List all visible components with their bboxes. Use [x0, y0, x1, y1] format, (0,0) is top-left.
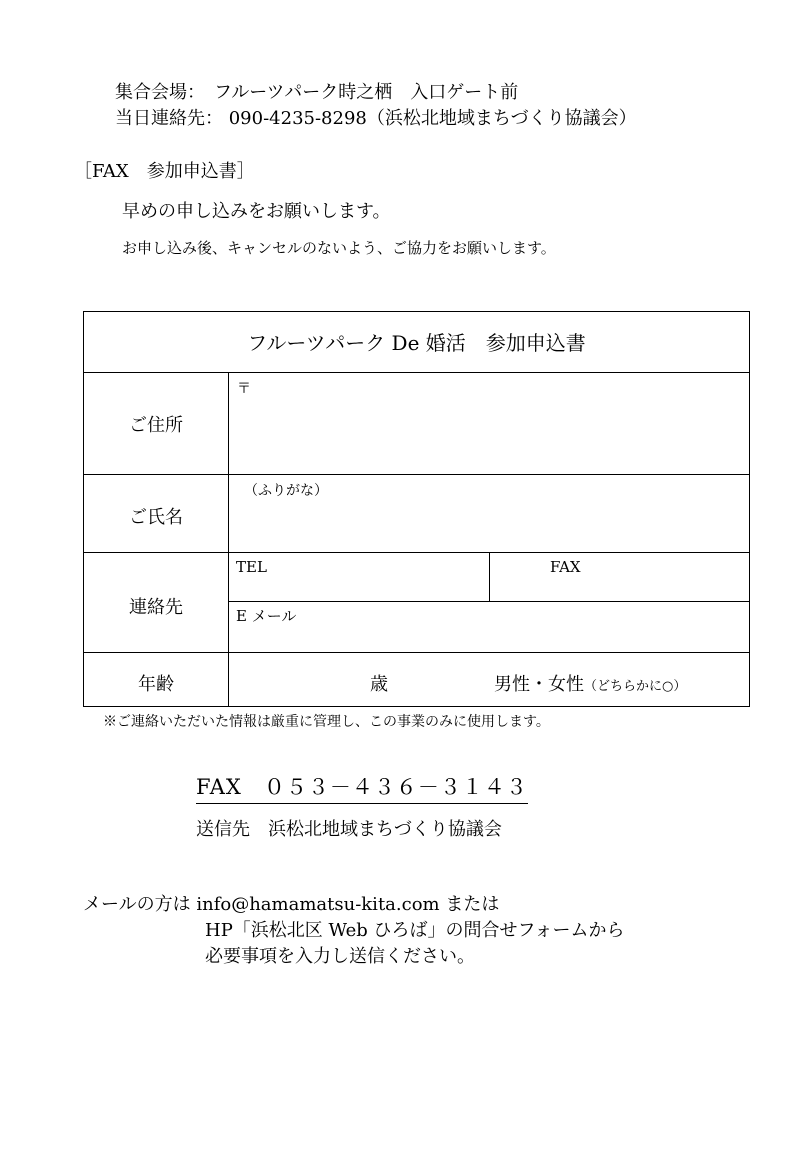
row-divider — [84, 552, 749, 553]
fax-label: FAX — [550, 558, 581, 576]
tel-label: TEL — [236, 558, 267, 576]
email-label: E メール — [236, 607, 297, 625]
row-divider — [84, 372, 749, 373]
row-divider — [228, 601, 749, 602]
application-form-table — [83, 311, 750, 707]
email-instructions: メールの方は info@hamamatsu-kita.com または — [83, 894, 500, 915]
form-title: フルーツパーク De 婚活 参加申込書 — [247, 331, 586, 355]
column-divider — [489, 552, 490, 601]
row-divider — [84, 652, 749, 653]
row-divider — [84, 474, 749, 475]
address-label: ご住所 — [129, 415, 183, 436]
submit-instructions: 必要事項を入力し送信ください。 — [205, 946, 475, 967]
hp-instructions: HP「浜松北区 Web ひろば」の問合せフォームから — [205, 920, 625, 941]
furigana-label: （ふりがな） — [244, 483, 328, 499]
day-contact-text: 当日連絡先： 090-4235-8298（浜松北地域まちづくり協議会） — [115, 108, 637, 129]
fax-number: FAX ０５３－４３６－３１４３ — [196, 771, 528, 804]
privacy-note: ※ご連絡いただいた情報は厳重に管理し、この事業のみに使用します。 — [103, 714, 550, 730]
gender-options — [494, 670, 686, 696]
gender-choices: 男性・女性 — [494, 674, 584, 695]
contact-label: 連絡先 — [129, 597, 183, 618]
venue-text: 集合会場： フルーツパーク時之栖 入口ゲート前 — [115, 82, 519, 103]
fax-form-heading: ［FAX 参加申込書］ — [74, 161, 255, 182]
column-divider — [228, 372, 229, 706]
cancellation-note: お申し込み後、キャンセルのないよう、ご協力をお願いします。 — [122, 239, 556, 257]
age-unit: 歳 — [370, 674, 388, 695]
postal-mark: 〒 — [237, 381, 251, 397]
age-label: 年齢 — [138, 674, 174, 695]
send-to-text: 送信先 浜松北地域まちづくり協議会 — [196, 819, 502, 840]
early-application-note: 早めの申し込みをお願いします。 — [122, 201, 391, 222]
name-label: ご氏名 — [129, 507, 183, 528]
gender-note: （どちらかに○） — [584, 679, 687, 694]
